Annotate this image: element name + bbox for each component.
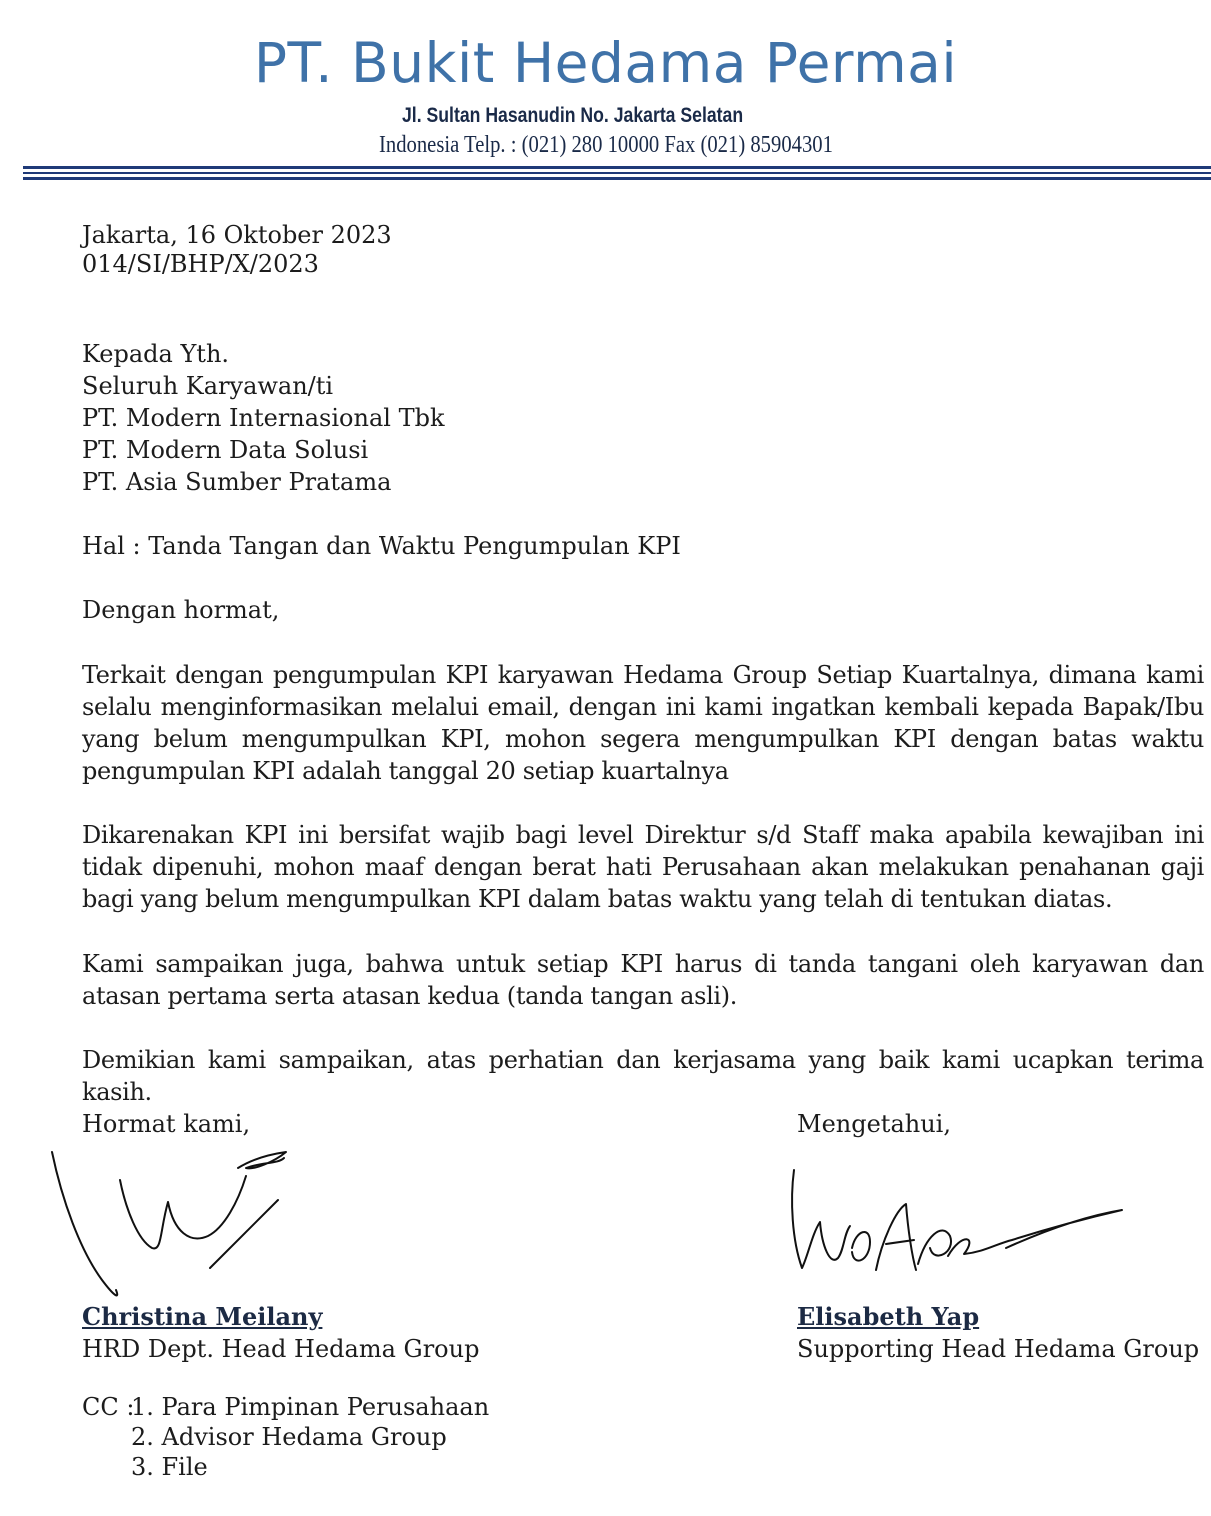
letterhead-rule <box>23 166 1211 169</box>
closing-right: Mengetahui, <box>797 1110 951 1138</box>
company-contact: Indonesia Telp. : (021) 280 10000 Fax (021) 85904301 <box>379 132 833 158</box>
company-address: Jl. Sultan Hasanudin No. Jakarta Selatan <box>402 104 744 127</box>
greeting: Dengan hormat, <box>82 596 280 624</box>
signatory-left-title: HRD Dept. Head Hedama Group <box>82 1335 480 1363</box>
reference-number: 014/SI/BHP/X/2023 <box>82 250 319 278</box>
cc-item: 2. Advisor Hedama Group <box>131 1423 447 1451</box>
recipient-salutation: Kepada Yth. <box>82 340 230 368</box>
body-paragraph: Dikarenakan KPI ini bersifat wajib bagi level Direktur s/d Staff maka apabila kewajiban ini tidak dipenuhi, mohon maaf dengan berat hati Perusahaan akan melakukan penahanan gaji bagi yang belum mengumpulkan KPI dalam batas waktu yang telah di tentukan diatas. <box>82 821 1204 913</box>
company-name: PT. Bukit Hedama Permai <box>253 31 958 95</box>
place-date: Jakarta, 16 Oktober 2023 <box>82 221 392 249</box>
signature-left <box>40 1140 310 1310</box>
recipient-line: PT. Modern Internasional Tbk <box>82 404 445 432</box>
body-paragraph: Terkait dengan pengumpulan KPI karyawan Hedama Group Setiap Kuartalnya, dimana kami selalu menginformasikan melalui email, dengan ini kami ingatkan kembali kepada Bapak/Ibu yang belum mengumpulkan KPI, mohon segera mengumpulkan KPI dengan batas waktu pengumpulan KPI adalah tanggal 20 setiap kuartalnya <box>82 661 1204 785</box>
body-paragraph: Kami sampaikan juga, bahwa untuk setiap KPI harus di tanda tangani oleh karyawan dan atasan pertama serta atasan kedua (tanda tangan asli). <box>82 950 1204 1010</box>
closing-left: Hormat kami, <box>82 1110 251 1138</box>
recipient-line: Seluruh Karyawan/ti <box>82 372 334 400</box>
cc-item: 1. Para Pimpinan Perusahaan <box>131 1393 490 1421</box>
cc-label: CC : <box>82 1393 135 1421</box>
letterhead-rule <box>23 177 1211 180</box>
signature-right <box>786 1160 1136 1285</box>
body-paragraph: Demikian kami sampaikan, atas perhatian dan kerjasama yang baik kami ucapkan terima kasih. <box>82 1046 1204 1106</box>
signatory-right-title: Supporting Head Hedama Group <box>797 1335 1200 1363</box>
signatory-right-name: Elisabeth Yap <box>797 1302 980 1331</box>
recipient-line: PT. Modern Data Solusi <box>82 436 369 464</box>
cc-item: 3. File <box>131 1453 208 1481</box>
signatory-left-name: Christina Meilany <box>82 1302 323 1331</box>
recipient-line: PT. Asia Sumber Pratama <box>82 468 392 496</box>
subject-line: Hal : Tanda Tangan dan Waktu Pengumpulan KPI <box>82 532 681 560</box>
letterhead-rule <box>23 172 1211 174</box>
